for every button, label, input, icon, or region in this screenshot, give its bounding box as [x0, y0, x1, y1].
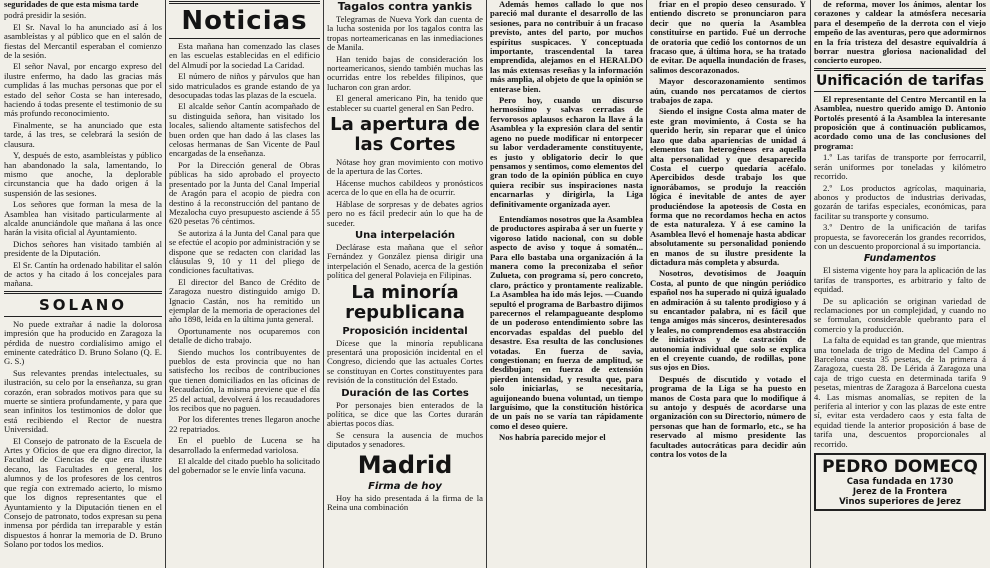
paragraph: El director del Banco de Crédito de Zaragoza nuestro distinguido amigo D. Ignacio Castán, nos ha remitido un ejemplar de la memoria de operaciones del año 1898, leída en la última junta general. [169, 276, 320, 325]
paragraph: Siendo muchos los contribuyentes de pueblos de esta provincia que no han satisfecho los recibos de contribuciones que tienen domiciliados en las oficinas de Recaudación, la misma previene que el día 25 del actual, devolverá á los recaudadores los recibos que no paguen. [169, 346, 320, 414]
paragraph: Han tenido bajas de consideración los norteamericanos, siendo también muchas las ocurridas entre los rebeldes filipinos, que lucharon con gran ardor. [327, 53, 483, 92]
paragraph: Mayor descorazonamiento sentimos aún, cuando nos percatamos de ciertos trabajos de zapa. [650, 76, 806, 106]
paragraph: Hácense muchos cabildeos y pronósticos acerca de lo que en ella ha de ocurrir. [327, 177, 483, 198]
ad-line: Jerez de la Frontera [852, 487, 948, 498]
madrid-heading: Madrid [357, 450, 453, 479]
ad-line: Vinos superiores de Jerez [839, 497, 961, 508]
advertisement-box [814, 453, 986, 511]
column-5 [650, 0, 806, 568]
column-4 [490, 0, 643, 568]
paragraph: La falta de equidad es tan grande, que mientras una tonelada de trigo de Medina del Campo á Barcelona cuesta 35 pesetas, de la primera á Zaragoza, cuesta 28. De Lérida á Zaragoza una caja de trigo cuesta en determinada tarifa 9 pesetas, mientras de Zaragoza á Barcelona cuesta 4. Las mismas anomalías, se repiten de la periferia al interior y con las plazas de este entre sí, evitar esta verdadero caos y esta falta de equidad tiende la anterior proposición á base de tarifa una, descuentos proporcionales al recorrido. [814, 335, 986, 449]
top-line-2: podrá presidir la sesión. [4, 10, 87, 21]
paragraph: El alcalde del citado pueblo ha solicitado del gobernador se le envíe linfa vacuna. [169, 456, 320, 476]
paragraph: Después de discutido y votado el programa de la Liga se ha puesto en manos de Costa para que lo modifique á su antojo y después de acordarse una organización con su Directorio, número de personas que han de formarlo, etc., se ha reservado al mismo presidente las facultades autocráticas para decidir aún contra los votos de la [650, 373, 806, 460]
noticias-heading: Noticias [169, 1, 320, 39]
proposicion-subheading: Proposición incidental [342, 325, 468, 337]
column-2 [169, 0, 320, 568]
paragraph: El general americano Pin, ha tenido que establecer su cuartel general en San Pedro. [327, 93, 483, 113]
paragraph: Por personajes bien enterados de la política, se dice que las Cortes durarán abiertas pocos días. [327, 399, 483, 429]
paragraph: Oportunamente nos ocuparemos con detalle de dicho trabajo. [169, 325, 320, 346]
paragraph: El Sr. Naval lo ha anunciado así á los asambleístas y al público que en el salón de fiestas del Mercantil esperaban el comienzo de la sesión. [4, 21, 162, 61]
paragraph: Dícese que la minoría republicana presentará una proposición incidental en el Congreso, diciendo que las actuales Cortes se constituyan en Cortes constituyentes para revisión de la constitución del Estado. [327, 337, 483, 386]
paragraph: Telegramas de Nueva York dan cuenta de la lucha sostenida por los tagalos contra las tropas norteamericanas en las inmediaciones de Manila. [327, 14, 483, 53]
paragraph: Nótase hoy gran movimiento con motivo de la apertura de las Cortes. [327, 157, 483, 177]
paragraph: Se autoriza á la Junta del Canal para que se efectúe el acopio por administración y se dispone que se redacten con claridad las cláusulas 9, 10 y 11 del pliego de condiciones facultativas. [169, 227, 320, 276]
paragraph: de reforma, mover los ánimos, alentar los corazones y caldear la atmósfera necesaria para el desempeño de la derrota con el viejo empeño de las aventuras, pero que adormirnos en la fría tristeza del desastre equivaldría á borrar nuestra gloriosa nacionalidad del concierto europeo. [814, 0, 986, 66]
paragraph: El Sr. Cantín ha ordenado habilitar el salón de actos y ha citado á los concejales para mañana. [4, 259, 162, 289]
paragraph: 1.º Las tarifas de transporte por ferrocarril, serán uniformes por toneladas y kilómetro recorrido. [814, 152, 986, 182]
paragraph: El representante del Centro Mercantil en la Asamblea, nuestro querido amigo D. Antonio Portolés presentó á la Asamblea la interesante proposición que á continuación publicamos, acordado como una de las conclusiones del programa: [814, 93, 986, 151]
paragraph: Declárase esta mañana que el señor Fernández y González piensa dirigir una interpelación el Senado, acerca de la gestión política del general Polavieja en Filipinas. [327, 241, 483, 281]
paragraph: De su aplicación se originan variedad de reclamaciones por un complejidad, y cuando no se formulan, considerable quebranto para el comercio y la producción. [814, 295, 986, 334]
paragraph: Y, después de esto, asambleístas y público han abandonado la sala, lamentando, lo mismo que anoche, la deplorable circunstancia que ha dado origen á la suspensión de las sesiones. [4, 150, 162, 198]
column-1 [4, 0, 162, 568]
paragraph: Sus relevantes prendas intelectuales, su ilustración, su celo por la enseñanza, su gran corazón, eran sobrados motivos para que su muerte se sintiera profundamente, y para que sean infinitos los testimonios de dolor que está recibiendo el Rector de nuestra Universidad. [4, 367, 162, 435]
paragraph: Finalmente, se ha anunciado que esta tarde, á las tres, se celebrará la sesión de clausura. [4, 119, 162, 149]
paragraph: Por la Dirección general de Obras públicas ha sido aprobado el proyecto presentado por la Junta del Canal Imperial de Aragón para el acopio de piedra con destino á la reconstrucción del pantano de Mezalocha cuyo presupuesto asciende á 55 620 pesetas 76 céntimos. [169, 159, 320, 227]
paragraph: El sistema vigente hoy para la aplicación de las tarifas de transportes, es arbitrario y falto de equidad. [814, 265, 986, 295]
column-rule [810, 0, 811, 568]
column-rule [486, 0, 487, 568]
paragraph: No puede extrañar á nadie la dolorosa impresión que ha producido en Zaragoza la pérdida de nuestro cordialísimo amigo el eminente catedrático D. Bruno Solano (Q. E. G. S.) [4, 318, 162, 367]
paragraph: El alcalde señor Cantín acompañado de su distinguida señora, han visitado los locales, saliendo altamente satisfechos del buen orden que han dado á las clases las celosas hermanas de San Vicente de Paul encargadas de la enseñanza. [169, 101, 320, 159]
unificacion-tarifas-heading: Unificación de tarifas [814, 68, 986, 92]
column-rule [646, 0, 647, 568]
column-rule [323, 0, 324, 568]
apertura-cortes-heading: La apertura de las Cortes [330, 114, 480, 156]
paragraph: Entendíamos nosotros que la Asamblea de productores aspiraba á ser un fuerte y vigoroso latido nacional, con su doble aspecto de aviso y toque á somatén... Para ello bastaba una organización á la manera como la preconizaba el señor Zulueta, con programa sí, pero concreto, claro, práctico y prontamente realizable. La Asamblea ha ido más lejos. —Cuando sepultó el programa de Barbastro dijimos parecernos el relampagueante desplomo de un poderoso entendimiento sobre las encorvadas espaldas del pueblo del desastre. Esa resulta de las conclusiones votadas. En fuerza de savia, congestionan; en fuerza de amplitud, se desdibujan; en fuerza de extensión pierden intensidad, y resulta que, para solo iniciarlas, se necesitaría, aguijoneando buena voluntad, un tiempo larguísimo, que la constitución histórica de un país no se varía tan rápidamente como el deseo quiere. [490, 213, 643, 431]
ad-line: Casa fundada en 1730 [846, 477, 954, 488]
interpelacion-subheading: Una interpelación [355, 229, 455, 241]
column-rule [165, 0, 166, 568]
paragraph: Además hemos callado lo que nos pareció mal durante el desarrollo de las sesiones, para no contribuir á un fracaso previsto, antes del parto, por muchos espíritus suspicaces. Y conceptuada importante, trascendental la tarea emprendida, alejamos en el HERALDO las más extensas reseñas y la información más amplia, al objeto de que la opinión se enterase bien. [490, 0, 643, 94]
paragraph: Se censura la ausencia de muchos diputados y senadores. [327, 429, 483, 450]
paragraph: Hoy ha sido presentada á la firma de la Reina una combinación [327, 492, 483, 512]
column-3 [327, 0, 483, 568]
paragraph: Nos habría parecido mejor el [499, 432, 606, 443]
paragraph: 3.º Dentro de la unificación de tarifas propuesta, se favorecerán los grandes recorridos, con un descuento proporcional á su importancia. [814, 222, 986, 251]
paragraph: friar en el propio deseo censurado. Y entiendo discreto se pronunciaron para decir que no quería la Asamblea constituirse en partido. Fué un derroche de oratoria que cedió los contornos de un fracaso que, á última hora, se ha tratado de evitar. De aquella inundación de frases, salimos descorazonados. [650, 0, 806, 75]
paragraph: Dichos señores han visitado también al presidente de la Diputación. [4, 238, 162, 259]
ad-title: PEDRO DOMECQ [822, 457, 978, 478]
column-6 [814, 0, 986, 568]
duracion-cortes-subheading: Duración de las Cortes [341, 387, 469, 399]
paragraph: Nosotros, devotísimos de Joaquín Costa, al punto de que ningún periódico español nos ha superado ni quizá igualado en admiración á su talento prodigioso y á su encantador palabra, ni es fácil que tenga amigos más sinceros, desinteresados y leales, no comprendemos esa abstracción de iniciativas y de castración de autonomía individual que solo se explica en el creyente cuando, de rodillas, pone sus ojos en Dios. [650, 268, 806, 373]
paragraph: Los señores que forman la mesa de la Asamblea han visitado particularmente al alcalde anunciándole que mañana á las once harán la visita oficial al Ayuntamiento. [4, 199, 162, 238]
solano-heading: SOLANO [4, 291, 162, 317]
paragraph: En el pueblo de Lucena se ha desarrollado la enfermedad variolosa. [169, 435, 320, 455]
paragraph: Háblase de sorpresas y de debates agrios pero no es fácil predecir aún lo que ha de suceder. [327, 198, 483, 228]
minoria-republicana-heading: La minoría republicana [345, 281, 465, 323]
paragraph: Siendo el insigne Costa alma mater de este gran movimiento, á Costa se ha querido herir, sin reparar que el único lazo que daba apariencias de unidad á elementos tan heterogéneos era aquella alta personalidad y que desaparecido Costa el cuerpo quedaría acéfalo. Apercibidos desde trabajo los que ignorábamos, se produjo la reacción lógica é inevitable de antes de ayer produciéndose la apoteosis de Costa en forma que no recordamos hecha en actos de esta naturaleza. Y á ese camino la Asamblea llevó el homenaje hasta abdicar absolutamente su personalidad poniendo en manos de su ilustre presidente la dictadura más completa y absurda. [650, 106, 806, 267]
paragraph: El número de niños y párvulos que han sido matriculados es grande estando de ya desocupadas todas las plazas de la escuela. [169, 71, 320, 101]
paragraph: 2.º Los productos agrícolas, maquinaria, abonos y productos de industrias derivadas, gozarán de tarifas especiales, económicas, para facilitar su transporte y consumo. [814, 182, 986, 221]
tagalos-heading: Tagalos contra yankis [337, 0, 473, 13]
paragraph: El señor Naval, por encargo expreso del ilustre enfermo, ha dado las gracias más cumplidas á las muchas personas que por el estado del señor Costa se han interesado, haciendo á todas presente el testimonio de su más profundo reconocimiento. [4, 61, 162, 119]
fundamentos-subheading: Fundamentos [863, 253, 937, 265]
top-line-1: seguridades de que esta misma tarde [4, 0, 139, 9]
paragraph: El Consejo de patronato de la Escuela de Artes y Oficios de que era digno director, la Facultad de Ciencias de que era ilustre decano, las Facultades en general, los alumnos y de los profesores de los centros que regía con extremado acierto, lo mismo que los dignos representantes que el Ayuntamiento y la Diputación tienen en el Consejo de patronato, todos expresan su pena inmensa por pérdida tan irreparable y están dispuestos á honrar la memoria de D. Bruno Solano por todos los medios. [4, 435, 162, 550]
firma-subheading: Firma de hoy [368, 480, 442, 492]
paragraph: Pero hoy, cuando un discurso hermosísimo y salvas cerradas de fervorosos aplausos echaron la llave á la Asamblea y la expresión clara del sentir ageno no puede modificar ni entorpecer su labor verdaderamente constituyente, es justo y obligatorio decir lo que pensamos y sentimos, como elementos del gran todo de la opinión pública en cuyo quiera recibir sus inspiraciones nasta encarnarlas y dirigirla, la Liga definitivamente organizada ayer. [490, 95, 643, 209]
paragraph: Por los diferentes trenes llegaron anoche 22 repatriados. [169, 414, 320, 434]
paragraph: Esta mañana han comenzado las clases en las escuelas establecidas en el edificio del Almudí por la sociedad La Caridad. [169, 41, 320, 70]
